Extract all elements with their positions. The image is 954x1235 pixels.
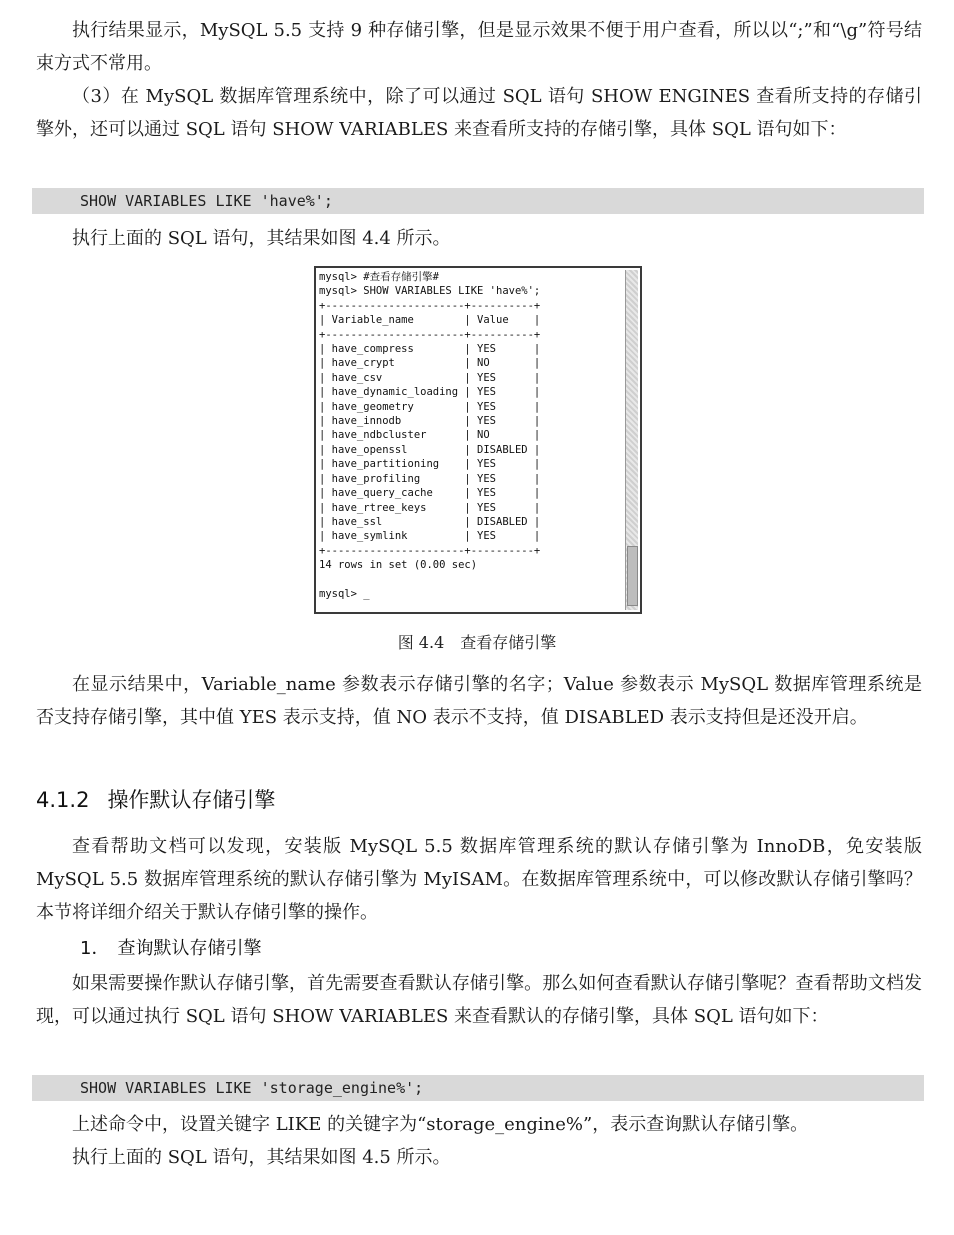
code-block: SHOW VARIABLES LIKE 'have%';	[32, 188, 924, 214]
terminal-line: | Variable_name | Value |	[319, 314, 541, 327]
terminal-line: | have_openssl | DISABLED |	[319, 443, 541, 456]
terminal-line: | have_ndbcluster | NO |	[319, 429, 541, 442]
section-title: 操作默认存储引擎	[107, 788, 276, 812]
terminal-line: +----------------------+----------+	[319, 299, 541, 312]
terminal-line: | have_symlink | YES |	[319, 530, 541, 543]
figure-number: 图 4.4	[397, 633, 445, 652]
code-block: SHOW VARIABLES LIKE 'storage_engine%';	[32, 1075, 924, 1101]
terminal-screenshot	[314, 266, 642, 614]
scrollbar-thumb	[627, 546, 638, 606]
terminal-line: +----------------------+----------+	[319, 544, 541, 557]
scrollbar	[625, 270, 638, 610]
terminal-line	[319, 573, 625, 587]
figure-title: 查看存储引擎	[460, 633, 557, 652]
paragraph: （3）在 MySQL 数据库管理系统中，除了可以通过 SQL 语句 SHOW ENGINES 查看所支持的存储引擎外，还可以通过 SQL 语句 SHOW VARIABLES 来查看所支持的存储引擎，具体 SQL 语句如下：	[36, 86, 922, 140]
terminal-line: mysql> #查看存储引擎#	[319, 271, 439, 283]
terminal-line: | have_crypt | NO |	[319, 357, 541, 370]
paragraph: 执行上面的 SQL 语句，其结果如图 4.5 所示。	[72, 1147, 451, 1168]
terminal-line: | have_geometry | YES |	[319, 400, 541, 413]
section-number: 4.1.2	[36, 788, 90, 812]
paragraph: 如果需要操作默认存储引擎，首先需要查看默认存储引擎。那么如何查看默认存储引擎呢？查看帮助文档发现，可以通过执行 SQL 语句 SHOW VARIABLES 来查看默认的存储引擎，具体 SQL 语句如下：	[36, 973, 922, 1027]
terminal-line: +----------------------+----------+	[319, 328, 541, 341]
paragraph: 执行上面的 SQL 语句，其结果如图 4.4 所示。	[72, 228, 451, 249]
terminal-line: | have_partitioning | YES |	[319, 458, 541, 471]
subsection-number: 1．	[80, 938, 110, 959]
terminal-line: | have_rtree_keys | YES |	[319, 501, 541, 514]
terminal-line: | have_dynamic_loading | YES |	[319, 386, 541, 399]
terminal-line: | have_innodb | YES |	[319, 415, 541, 428]
section-heading	[36, 784, 275, 814]
figure-caption	[0, 630, 954, 653]
terminal-line: mysql> SHOW VARIABLES LIKE 'have%';	[319, 285, 541, 298]
terminal-line: mysql> _	[319, 587, 370, 600]
paragraph: 在显示结果中，Variable_name 参数表示存储引擎的名字；Value 参数表示 MySQL 数据库管理系统是否支持存储引擎，其中值 YES 表示支持，值 NO 表示不支持，值 DISABLED 表示支持但是还没开启。	[36, 674, 922, 728]
paragraph: 上述命令中，设置关键字 LIKE 的关键字为“storage_engine%”，表示查询默认存储引擎。	[72, 1114, 809, 1135]
subsection-title: 查询默认存储引擎	[117, 938, 262, 959]
terminal-line: 14 rows in set (0.00 sec)	[319, 559, 478, 572]
paragraph: 执行结果显示，MySQL 5.5 支持 9 种存储引擎，但是显示效果不便于用户查看，所以以“;”和“\g”符号结束方式不常用。	[36, 20, 922, 74]
subsection-heading	[80, 934, 261, 960]
paragraph: 查看帮助文档可以发现，安装版 MySQL 5.5 数据库管理系统的默认存储引擎为 InnoDB，免安装版 MySQL 5.5 数据库管理系统的默认存储引擎为 MyISAM。在数据库管理系统中，可以修改默认存储引擎吗？本节将详细介绍关于默认存储引擎的操作。	[36, 836, 922, 923]
terminal-line: | have_csv | YES |	[319, 371, 541, 384]
terminal-line: | have_ssl | DISABLED |	[319, 515, 541, 528]
terminal-line: | have_profiling | YES |	[319, 472, 541, 485]
terminal-output	[319, 270, 625, 610]
terminal-line: | have_query_cache | YES |	[319, 487, 541, 500]
terminal-line: | have_compress | YES |	[319, 343, 541, 356]
